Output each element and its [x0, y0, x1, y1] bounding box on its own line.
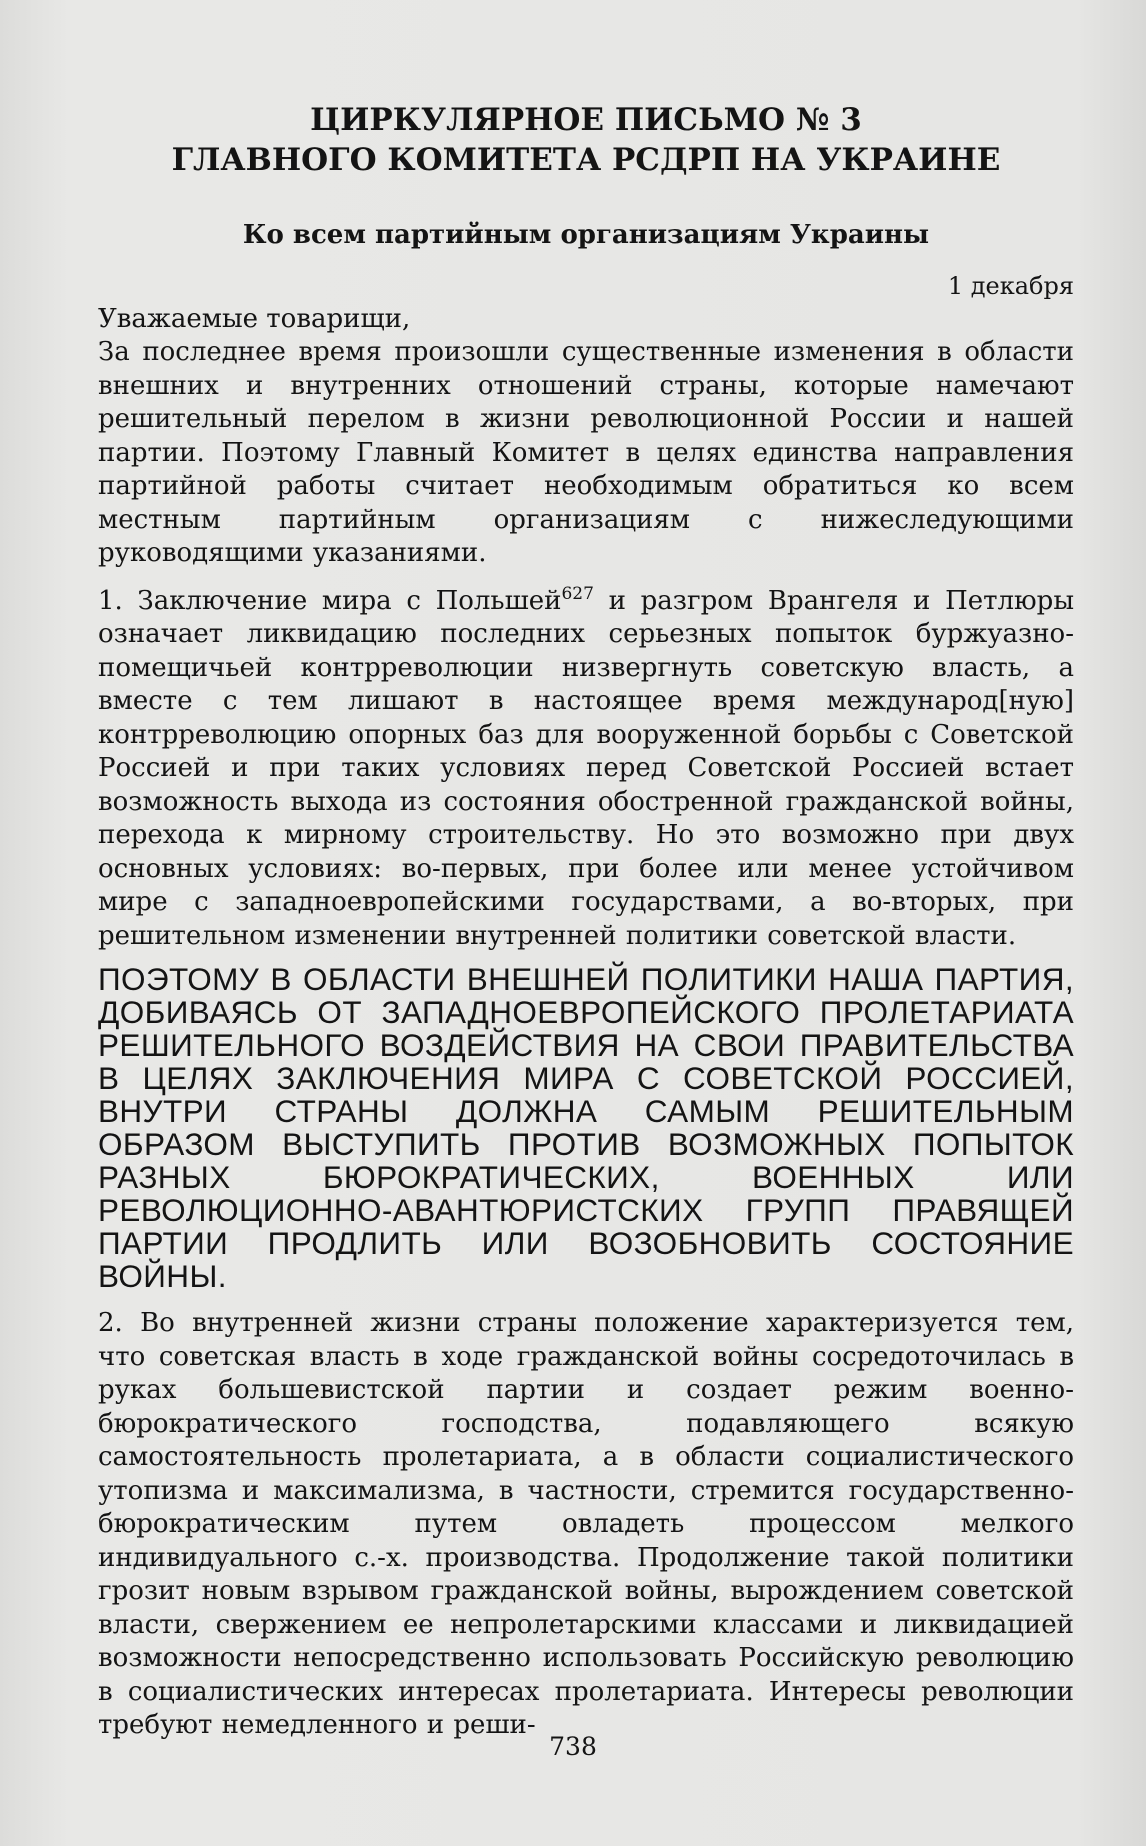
page-number: 738 — [549, 1732, 597, 1761]
document-title — [98, 100, 1074, 180]
greeting: Уважаемые товарищи, — [98, 304, 411, 334]
paragraph-1-start: 1. Заключение мира с Польшей — [98, 585, 562, 616]
title-line-1: ЦИРКУЛЯРНОЕ ПИСЬМО № 3 — [310, 102, 862, 138]
paragraph-1 — [98, 585, 1074, 954]
page-content — [98, 100, 1074, 1743]
paragraph-caps: ПОЭТОМУ В ОБЛАСТИ ВНЕШНЕЙ ПОЛИТИКИ НАША ПАРТИЯ, ДОБИВАЯСЬ ОТ ЗАПАДНОЕВРОПЕЙСКОГО ПРОЛЕТАРИАТА РЕШИТЕЛЬНОГО ВОЗДЕЙСТВИЯ НА СВОИ ПРАВИТЕЛЬСТВА В ЦЕЛЯХ ЗАКЛЮЧЕНИЯ МИРА С СОВЕТСКОЙ РОССИЕЙ, ВНУТРИ СТРАНЫ ДОЛЖНА САМЫМ РЕШИТЕЛЬНЫМ ОБРАЗОМ ВЫСТУПИТЬ ПРОТИВ ВОЗМОЖНЫХ ПОПЫТОК РАЗНЫХ БЮРОКРАТИЧЕСКИХ, ВОЕННЫХ ИЛИ РЕВОЛЮЦИОННО-АВАНТЮРИСТСКИХ ГРУПП ПРАВЯЩЕЙ ПАРТИИ ПРОДЛИТЬ ИЛИ ВОЗОБНОВИТЬ СОСТОЯНИЕ ВОЙНЫ. — [98, 961, 1074, 1294]
title-line-2: ГЛАВНОГО КОМИТЕТА РСДРП НА УКРАИНЕ — [171, 142, 1001, 178]
paragraph-2: 2. Во внутренней жизни страны положение характеризуется тем, что советская власть в ходе гражданской войны сосредоточилась в руках большевистской партии и создает режим военно-бюрократического господства, подавляющего всякую самостоятельность пролетариата, а в области социалистического утопизма и максимализма, в частности, стремится государственно-бюрократическим путем овладеть процессом мелкого индивидуального с.-х. производства. Продолжение такой политики грозит новым взрывом гражданской войны, вырождением советской власти, свержением ее непролетарскими классами и ликвидацией возможности непосредственно использовать Российскую революцию в социалистических интересах пролетариата. Интересы революции требуют немедленного и реши- — [98, 1308, 1074, 1740]
letter-date: 1 декабря — [947, 272, 1074, 300]
paragraph-1-rest: и разгром Врангеля и Петлюры означает ликвидацию последних серьезных попыток буржуазно-помещичьей контрреволюции низвергнуть советскую власть, а вместе с тем лишают в настоящее время международ[ную] контрреволюцию опорных баз для вооруженной борьбы с Советской Россией и при таких условиях перед Советской Россией встает возможность выхода из состояния обостренной гражданской войны, перехода к мирному строительству. Но это возможно при двух основных условиях: во-первых, при более или менее устойчивом мире с западноевропейскими государствами, а во-вторых, при решительном изменении внутренней политики советской власти. — [98, 585, 1075, 951]
document-subtitle: Ко всем партийным организациям Украины — [242, 220, 930, 250]
footnote-reference: 627 — [561, 583, 594, 604]
paragraph-intro: За последнее время произошли существенные изменения в области внешних и внутренних отношений страны, которые намечают решительный перелом в жизни революционной России и нашей партии. Поэтому Главный Комитет в целях единства направления партийной работы считает необходимым обратиться ко всем местным партийным организациям с нижеследующими руководящими указаниями. — [98, 337, 1074, 568]
